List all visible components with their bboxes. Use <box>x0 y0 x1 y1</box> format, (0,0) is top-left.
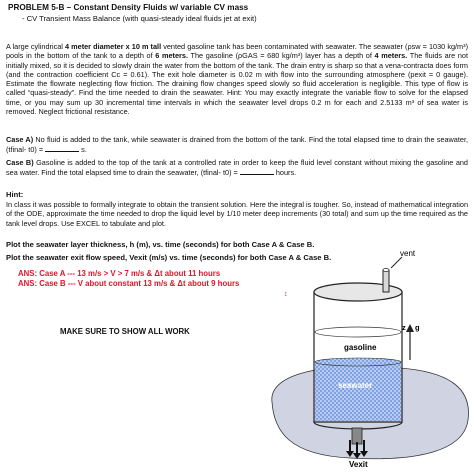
problem-text-e: The gasoline (ρGAS = 680 kg/m³) layer has a depth of <box>187 51 375 61</box>
gasoline-label: gasoline <box>344 343 377 352</box>
seawater-depth: 6 meters. <box>155 51 188 61</box>
drain-pipe <box>352 428 362 444</box>
plot-instruction-1: Plot the seawater layer thickness, h (m), vs. time (seconds) for both Case A & Case B. <box>6 240 315 249</box>
gasoline-depth: 4 meters. <box>374 51 408 61</box>
case-a-label: Case A) <box>6 135 34 144</box>
exit-velocity-label: Vexit <box>349 460 368 469</box>
problem-subtitle: - CV Transient Mass Balance (with quasi-steady ideal fluids jet at exit) <box>22 14 257 23</box>
seawater-label: seawater <box>338 381 373 390</box>
answer-case-a: ANS: Case A --- 13 m/s > V > 7 m/s & Δt about 11 hours <box>18 269 221 278</box>
case-a-text: No fluid is added to the tank, while seawater is drained from the bottom of the tank. Find the total elapsed time to drain the seawater, (tfinal- t0) = <box>6 135 468 155</box>
vent-label: vent <box>400 249 416 258</box>
answer-case-b: ANS: Case B --- V about constant 13 m/s & Δt about 9 hours <box>18 279 240 288</box>
case-a-unit: s. <box>79 145 87 155</box>
case-b-label: Case B) <box>6 158 34 167</box>
problem-text-a: A large cylindrical <box>6 42 65 51</box>
problem-title: PROBLEM 5-B – Constant Density Fluids w/ variable CV mass <box>8 3 249 12</box>
hint-title: Hint: <box>6 190 24 199</box>
interface-surface <box>315 358 401 366</box>
vent-opening <box>383 269 389 272</box>
tank-dimensions: 4 meter diameter x 10 m tall <box>65 42 162 51</box>
z-arrow-icon <box>406 324 414 332</box>
vent-pipe <box>383 270 389 292</box>
z-axis-label: z <box>402 323 406 332</box>
show-work-note: MAKE SURE TO SHOW ALL WORK <box>60 327 190 336</box>
g-axis-label: g <box>415 323 420 332</box>
plot-instruction-2: Plot the seawater exit flow speed, Vexit (m/s) vs. time (seconds) for both Case A & Case B. <box>6 253 332 262</box>
hint-text: In class it was possible to formally integrate to obtain the transient solution. Here the integral is tougher. So, instead of mathematical integration of the ODE, approximate the time needed to drop the liquid level by 1/10 meter deep increments (30 total) and sum up the time required as the tank level drops. Use EXCEL to tabulate and plot. <box>6 200 468 228</box>
gasoline-surface <box>315 327 401 337</box>
vent-pointer <box>391 257 402 268</box>
case-b-text: Gasoline is added to the top of the tank at a controlled rate in order to keep the fluid level constant without mixing the gasoline and sea water. Find the total elapsed time to drain the seawater, (tfinal- t0) = <box>6 158 468 178</box>
case-b-unit: hours. <box>273 168 297 178</box>
problem-text-g: The fluids are not initially mixed, so it is decided to slowly drain the water from the bottom of the tank. The drain entry is sharp so that a vena-contracta does form (and the contraction coefficient Cc = 0.61). The exit hole diameter is 0.02 m with flow into the surrounding atmosphere (pexit = 0 gauge). Estimate the flowrate neglecting flow friction. The draining flow changes speed slowly so fluid acceleration is negligible. This type of flow is called “quasi-steady”. Find the time needed to drain the seawater. Hint: You may exactly integrate the variable flow to solve for the elapsed time, or you may sum up 30 incremental time intervals in which the seawater level drops 0.2 m for each and 2.5133 m³ of sea water is removed. Neglect frictional resistance. <box>6 51 469 117</box>
seawater-layer <box>315 362 401 421</box>
problem-text-c: vented gasoline tank has been contaminated with seawater. The seawater (ρsw = 1030 kg/m³) pools in the bottom of the tank to a depth of <box>6 42 468 61</box>
cursor-mark-icon: ↕ <box>284 291 288 298</box>
